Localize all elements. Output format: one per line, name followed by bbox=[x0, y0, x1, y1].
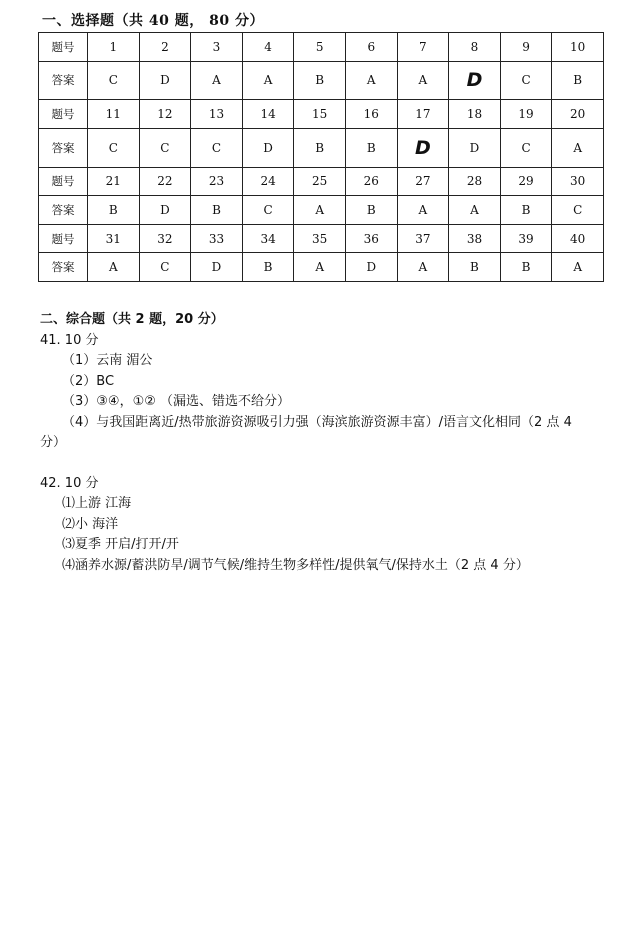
answer-cell: A bbox=[242, 61, 294, 100]
answer-cell: A bbox=[397, 253, 449, 282]
q42-answer-2: ⑵小 海洋 bbox=[62, 516, 119, 532]
q41-heading: 41. 10 分 bbox=[40, 332, 99, 348]
question-number-cell: 36 bbox=[345, 224, 397, 253]
section2-block bbox=[40, 310, 630, 576]
question-number-cell: 34 bbox=[242, 224, 294, 253]
question-number-cell: 13 bbox=[191, 100, 243, 129]
row-label: 答案 bbox=[39, 61, 88, 100]
answer-cell: B bbox=[552, 61, 604, 100]
answer-cell: B bbox=[345, 128, 397, 167]
answer-cell: B bbox=[294, 128, 346, 167]
answer-cell: D bbox=[191, 253, 243, 282]
answer-cell: C bbox=[139, 128, 191, 167]
spacer bbox=[40, 454, 630, 474]
question-number-cell: 22 bbox=[139, 167, 191, 196]
row-label: 答案 bbox=[39, 253, 88, 282]
question-number-cell: 32 bbox=[139, 224, 191, 253]
answer-cell: D bbox=[139, 196, 191, 225]
question-number-cell: 40 bbox=[552, 224, 604, 253]
q42-answer-4: ⑷涵养水源/蓄洪防旱/调节气候/维持生物多样性/提供氧气/保持水土（2 点 4 分） bbox=[62, 557, 529, 573]
answer-cell: B bbox=[500, 196, 552, 225]
question-number-cell: 26 bbox=[345, 167, 397, 196]
q41-answer-4-wrap: 分） bbox=[40, 435, 67, 450]
question-number-cell: 8 bbox=[449, 33, 501, 62]
section1-title: 一、选择题（共 40 题， 80 分） bbox=[42, 13, 264, 29]
question-number-cell: 18 bbox=[449, 100, 501, 129]
question-number-row bbox=[39, 33, 604, 62]
row-label: 题号 bbox=[39, 100, 88, 129]
question-number-cell: 31 bbox=[88, 224, 140, 253]
answer-cell: D bbox=[449, 128, 501, 167]
question-number-cell: 5 bbox=[294, 33, 346, 62]
question-number-cell: 9 bbox=[500, 33, 552, 62]
question-number-cell: 38 bbox=[449, 224, 501, 253]
answer-cell: C bbox=[88, 128, 140, 167]
row-label: 题号 bbox=[39, 33, 88, 62]
q41-answer-1: （1）云南 湄公 bbox=[62, 353, 153, 368]
answer-cell: D bbox=[139, 61, 191, 100]
q41-answer-2: （2）BC bbox=[62, 373, 115, 389]
question-number-cell: 12 bbox=[139, 100, 191, 129]
answer-cell: D bbox=[397, 128, 449, 167]
question-number-row bbox=[39, 100, 604, 129]
answer-cell: D bbox=[345, 253, 397, 282]
answer-cell: D bbox=[449, 61, 501, 100]
answer-cell: A bbox=[191, 61, 243, 100]
question-number-cell: 10 bbox=[552, 33, 604, 62]
question-number-cell: 27 bbox=[397, 167, 449, 196]
question-number-cell: 23 bbox=[191, 167, 243, 196]
question-number-cell: 11 bbox=[88, 100, 140, 129]
question-number-cell: 28 bbox=[449, 167, 501, 196]
answer-cell: B bbox=[88, 196, 140, 225]
question-number-cell: 16 bbox=[345, 100, 397, 129]
answer-cell: D bbox=[242, 128, 294, 167]
question-number-cell: 25 bbox=[294, 167, 346, 196]
row-label: 题号 bbox=[39, 224, 88, 253]
question-number-cell: 21 bbox=[88, 167, 140, 196]
answer-row bbox=[39, 253, 604, 282]
question-number-cell: 15 bbox=[294, 100, 346, 129]
answer-cell: A bbox=[552, 253, 604, 282]
answer-cell: C bbox=[88, 61, 140, 100]
row-label: 题号 bbox=[39, 167, 88, 196]
answer-cell: C bbox=[242, 196, 294, 225]
question-number-cell: 7 bbox=[397, 33, 449, 62]
question-number-cell: 6 bbox=[345, 33, 397, 62]
question-number-cell: 17 bbox=[397, 100, 449, 129]
question-number-row bbox=[39, 167, 604, 196]
answer-cell: C bbox=[139, 253, 191, 282]
answer-cell: A bbox=[294, 253, 346, 282]
answer-cell: A bbox=[449, 196, 501, 225]
question-number-cell: 39 bbox=[500, 224, 552, 253]
answer-cell: C bbox=[500, 61, 552, 100]
question-number-cell: 30 bbox=[552, 167, 604, 196]
answer-cell: B bbox=[500, 253, 552, 282]
question-number-cell: 4 bbox=[242, 33, 294, 62]
answer-cell: B bbox=[294, 61, 346, 100]
question-number-cell: 19 bbox=[500, 100, 552, 129]
q42-answer-3: ⑶夏季 开启/打开/开 bbox=[62, 537, 179, 552]
answer-cell: C bbox=[191, 128, 243, 167]
question-number-cell: 1 bbox=[88, 33, 140, 62]
row-label: 答案 bbox=[39, 128, 88, 167]
q41-answer-4: （4）与我国距离近/热带旅游资源吸引力强（海滨旅游资源丰富）/语言文化相同（2 点 4 bbox=[62, 414, 572, 430]
question-number-cell: 33 bbox=[191, 224, 243, 253]
answer-cell: B bbox=[345, 196, 397, 225]
q42-heading: 42. 10 分 bbox=[40, 475, 99, 491]
answer-cell: A bbox=[397, 61, 449, 100]
answer-cell: B bbox=[449, 253, 501, 282]
answer-row bbox=[39, 128, 604, 167]
answer-row bbox=[39, 61, 604, 100]
answer-cell: A bbox=[552, 128, 604, 167]
question-number-cell: 2 bbox=[139, 33, 191, 62]
answer-cell: A bbox=[88, 253, 140, 282]
question-number-cell: 3 bbox=[191, 33, 243, 62]
answer-cell: A bbox=[294, 196, 346, 225]
answer-row bbox=[39, 196, 604, 225]
question-number-row bbox=[39, 224, 604, 253]
q42-answer-1: ⑴上游 江海 bbox=[62, 496, 132, 511]
answer-cell: B bbox=[242, 253, 294, 282]
question-number-cell: 37 bbox=[397, 224, 449, 253]
answer-cell: A bbox=[397, 196, 449, 225]
answer-cell: A bbox=[345, 61, 397, 100]
answer-cell: C bbox=[500, 128, 552, 167]
question-number-cell: 14 bbox=[242, 100, 294, 129]
question-number-cell: 35 bbox=[294, 224, 346, 253]
question-number-cell: 24 bbox=[242, 167, 294, 196]
answer-table bbox=[38, 32, 604, 282]
answer-cell: C bbox=[552, 196, 604, 225]
answer-cell: B bbox=[191, 196, 243, 225]
question-number-cell: 20 bbox=[552, 100, 604, 129]
question-number-cell: 29 bbox=[500, 167, 552, 196]
section2-title: 二、综合题（共 2 题，20 分） bbox=[40, 312, 224, 327]
row-label: 答案 bbox=[39, 196, 88, 225]
q41-answer-3: （3）③④，①② （漏选、错选不给分） bbox=[62, 394, 291, 409]
